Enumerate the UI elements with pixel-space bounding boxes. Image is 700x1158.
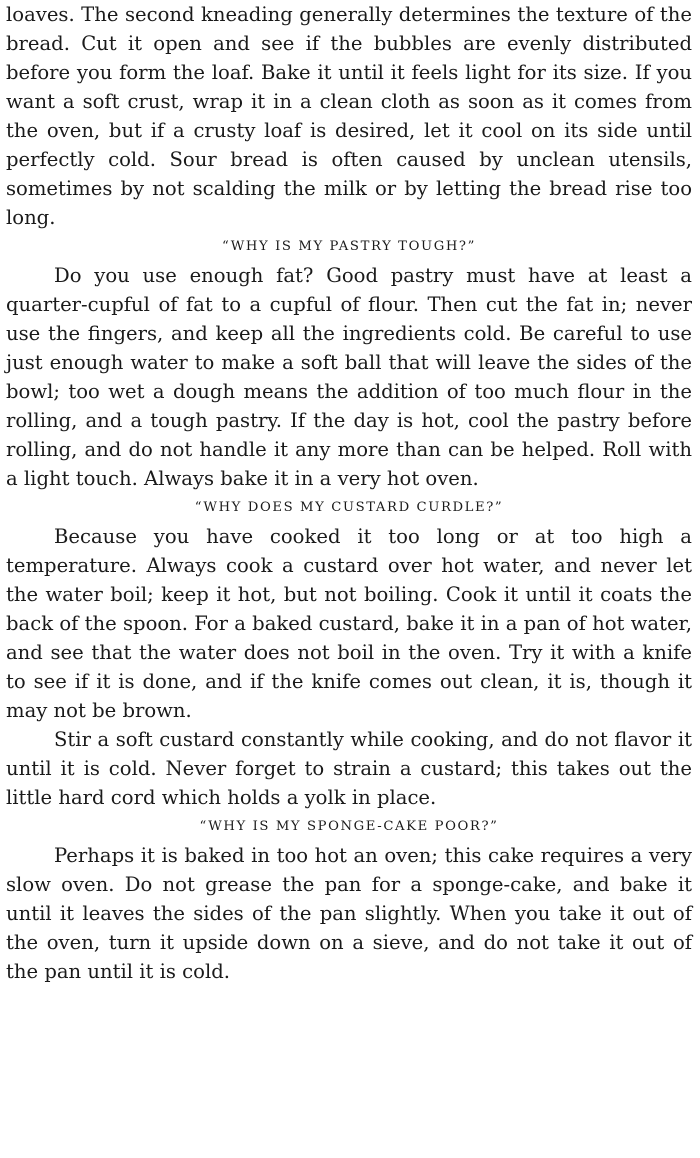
sponge-cake-heading: “WHY IS MY SPONGE-CAKE POOR?” — [199, 819, 499, 834]
sponge-cake-paragraph: Perhaps it is baked in too hot an oven; this cake requires a very slow oven. Do not grease the pan for a sponge-cake, and bake it until it leaves the sides of the pan slightly. When you take it out of the oven, turn it upside down on a sieve, and do not take it out of the pan until it is cold. — [6, 844, 692, 983]
custard-heading: “WHY DOES MY CUSTARD CURDLE?” — [194, 500, 504, 515]
custard-paragraph-1: Because you have cooked it too long or at too high a temperature. Always cook a custard over hot water, and never let the water boil; keep it hot, but not boiling. Cook it until it coats the back of the spoon. For a baked custard, bake it in a pan of hot water, and see that the water does not boil in the oven. Try it with a knife to see if it is done, and if the knife comes out clean, it is, though it may not be brown. — [6, 525, 692, 722]
custard-paragraph-2: Stir a soft custard constantly while cooking, and do not flavor it until it is cold. Never forget to strain a custard; this takes out the little hard cord which holds a yolk in place. — [6, 728, 692, 809]
intro-paragraph: loaves. The second kneading generally determines the texture of the bread. Cut it open and see if the bubbles are evenly distributed before you form the loaf. Bake it until it feels light for its size. If you want a soft crust, wrap it in a clean cloth as soon as it comes from the oven, but if a crusty loaf is desired, let it cool on its side until perfectly cold. Sour bread is often caused by unclean utensils, sometimes by not scalding the milk or by letting the bread rise too long. — [6, 3, 692, 229]
pastry-heading: “WHY IS MY PASTRY TOUGH?” — [222, 239, 476, 254]
pastry-paragraph: Do you use enough fat? Good pastry must have at least a quarter-cupful of fat to a cupful of flour. Then cut the fat in; never use the fingers, and keep all the ingredients cold. Be careful to use just enough water to make a soft ball that will leave the sides of the bowl; too wet a dough means the addition of too much flour in the rolling, and a tough pastry. If the day is hot, cool the pastry before rolling, and do not handle it any more than can be helped. Roll with a light touch. Always bake it in a very hot oven. — [6, 264, 692, 490]
